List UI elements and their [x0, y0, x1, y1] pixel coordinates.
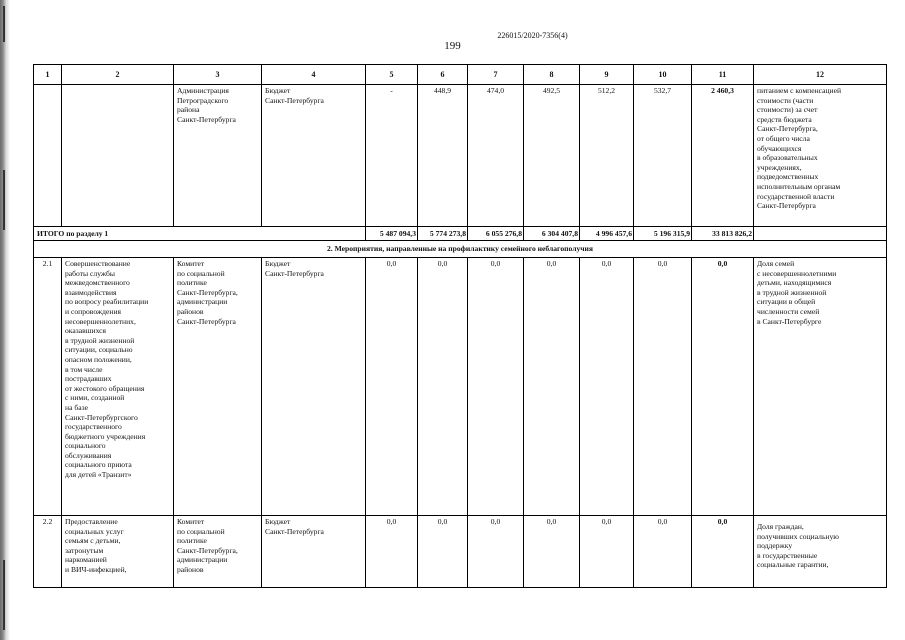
- value-total-cell: 0,0: [692, 258, 754, 516]
- row-number: 2.1: [34, 258, 62, 516]
- value-cell: 0,0: [366, 258, 418, 516]
- page-number: 199: [444, 40, 461, 52]
- value-cell: 0,0: [468, 258, 524, 516]
- total-value: 5 196 315,9: [634, 227, 692, 241]
- table-row: [34, 85, 887, 227]
- value-total-cell: 2 460,3: [692, 85, 754, 227]
- value-cell: 0,0: [634, 258, 692, 516]
- column-header: 2: [62, 65, 174, 85]
- indicator-cell: Доля граждан, получивших социальную поддержку в государственные социальные гарантии,: [754, 516, 887, 588]
- table-row: [34, 516, 887, 588]
- program-table: [33, 64, 887, 588]
- value-cell: -: [366, 85, 418, 227]
- activity-cell: Предоставление социальных услуг семьям с детьми, затронутым наркоманией и ВИЧ-инфекцией,: [62, 516, 174, 588]
- value-cell: 474,0: [468, 85, 524, 227]
- value-cell: 0,0: [468, 516, 524, 588]
- total-row: [34, 227, 887, 241]
- value-total-cell: 0,0: [692, 516, 754, 588]
- scan-mark: [3, 560, 5, 630]
- total-value: 6 055 276,8: [468, 227, 524, 241]
- column-header: 7: [468, 65, 524, 85]
- column-header: 1: [34, 65, 62, 85]
- source-cell: Бюджет Санкт-Петербурга: [262, 516, 366, 588]
- activity-cell: [62, 85, 174, 227]
- value-cell: 0,0: [418, 516, 468, 588]
- document-number: 226015/2020-7356(4): [497, 31, 568, 40]
- column-header: 11: [692, 65, 754, 85]
- value-cell: 0,0: [418, 258, 468, 516]
- row-number: 2.2: [34, 516, 62, 588]
- source-cell: Бюджет Санкт-Петербурга: [262, 85, 366, 227]
- column-header: 9: [580, 65, 634, 85]
- section-row: [34, 241, 887, 258]
- total-value: 5 774 273,8: [418, 227, 468, 241]
- column-header: 8: [524, 65, 580, 85]
- column-header: 4: [262, 65, 366, 85]
- total-value: 4 996 457,6: [580, 227, 634, 241]
- column-header: 12: [754, 65, 887, 85]
- value-cell: 492,5: [524, 85, 580, 227]
- row-number: [34, 85, 62, 227]
- value-cell: 0,0: [634, 516, 692, 588]
- scan-mark: [3, 170, 5, 230]
- section-title: 2. Мероприятия, направленные на профилактику семейного неблагополучия: [34, 241, 887, 258]
- column-header: 10: [634, 65, 692, 85]
- executor-cell: Комитет по социальной политике Санкт-Петербурга, администрации районов: [174, 516, 262, 588]
- activity-cell: Совершенствование работы службы межведомственного взаимодействия по вопросу реабилитации и сопровождения несовершеннолетних, оказавшихся в трудной жизненной ситуации, социально опасном положении, в том числе пострадавших от жестокого обращения с ними, созданной на базе Санкт-Петербургского государственного бюджетного учреждения социального обслуживания социального приюта для детей «Транзит»: [62, 258, 174, 516]
- total-label: ИТОГО по разделу 1: [34, 227, 366, 241]
- executor-cell: Администрация Петроградского района Санкт-Петербурга: [174, 85, 262, 227]
- scan-edge: [0, 0, 10, 640]
- table-row: [34, 258, 887, 516]
- value-cell: 0,0: [580, 516, 634, 588]
- value-cell: 532,7: [634, 85, 692, 227]
- indicator-cell: питанием с компенсацией стоимости (части стоимости) за счет средств бюджета Санкт-Петербурга, от общего числа обучающихся в образовательных учреждениях, подведомственных исполнительным органам государственной власти Санкт-Петербурга: [754, 85, 887, 227]
- source-cell: Бюджет Санкт-Петербурга: [262, 258, 366, 516]
- value-cell: 512,2: [580, 85, 634, 227]
- value-cell: 0,0: [580, 258, 634, 516]
- empty-cell: [754, 227, 887, 241]
- column-numbers-row: [34, 65, 887, 85]
- column-header: 5: [366, 65, 418, 85]
- column-header: 6: [418, 65, 468, 85]
- total-value: 33 813 826,2: [692, 227, 754, 241]
- value-cell: 0,0: [366, 516, 418, 588]
- value-cell: 448,9: [418, 85, 468, 227]
- column-header: 3: [174, 65, 262, 85]
- indicator-cell: Доля семей с несовершеннолетними детьми, находящимися в трудной жизненной ситуации в общей численности семей в Санкт-Петербурге: [754, 258, 887, 516]
- value-cell: 0,0: [524, 516, 580, 588]
- total-value: 5 487 094,3: [366, 227, 418, 241]
- total-value: 6 304 407,8: [524, 227, 580, 241]
- executor-cell: Комитет по социальной политике Санкт-Петербурга, администрации районов Санкт-Петербурга: [174, 258, 262, 516]
- value-cell: 0,0: [524, 258, 580, 516]
